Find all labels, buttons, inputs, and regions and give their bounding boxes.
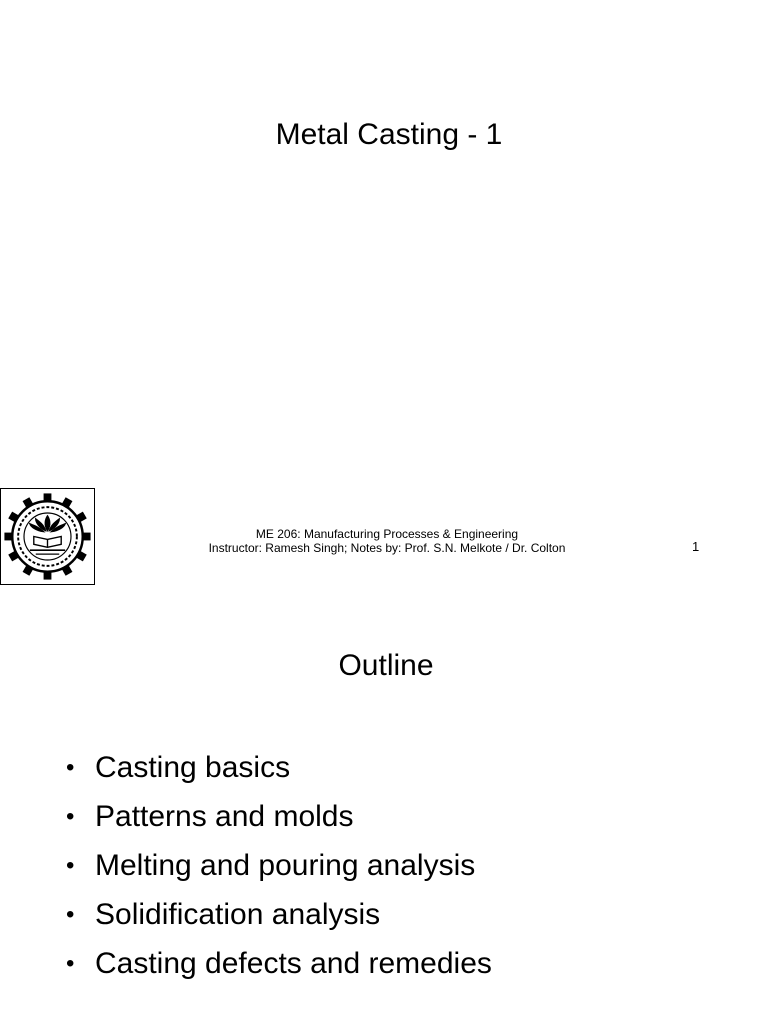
list-item	[66, 743, 492, 792]
institute-logo	[0, 488, 95, 585]
slide-footer	[192, 527, 582, 555]
instructor-credits: Instructor: Ramesh Singh; Notes by: Prof. S.N. Melkote / Dr. Colton	[208, 541, 566, 555]
list-item-text: Casting defects and remedies	[95, 947, 492, 980]
list-item-text: Casting basics	[95, 751, 291, 784]
outline-list	[66, 743, 492, 988]
list-item	[66, 890, 492, 939]
bullet-icon: •	[66, 803, 75, 830]
bullet-icon: •	[66, 852, 75, 879]
slide-title: Metal Casting - 1	[275, 118, 503, 151]
bullet-icon: •	[66, 754, 75, 781]
list-item	[66, 841, 492, 890]
list-item-text: Melting and pouring analysis	[95, 849, 476, 882]
page-number: 1	[692, 539, 700, 554]
list-item-text: Patterns and molds	[95, 800, 354, 833]
slide-title: Outline	[338, 649, 434, 682]
institute-gear-emblem-icon	[1, 489, 94, 584]
list-item	[66, 792, 492, 841]
list-item	[66, 939, 492, 988]
list-item-text: Solidification analysis	[95, 898, 381, 931]
course-name: ME 206: Manufacturing Processes & Engineering	[255, 527, 519, 541]
bullet-icon: •	[66, 901, 75, 928]
bullet-icon: •	[66, 950, 75, 977]
slide-2	[0, 590, 768, 1024]
